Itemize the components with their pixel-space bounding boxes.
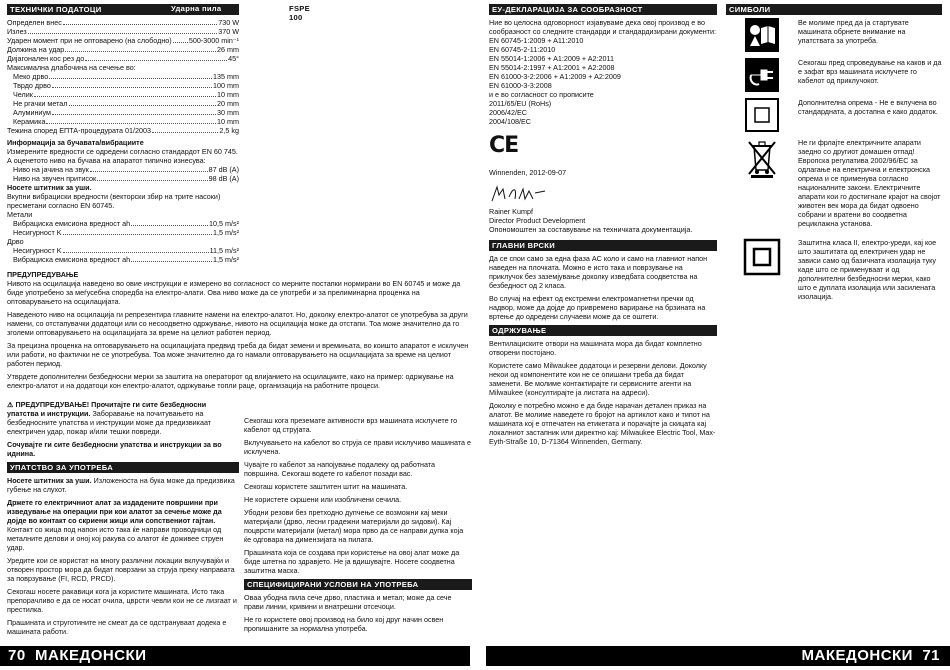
spec-row <box>13 99 239 108</box>
weight-row <box>7 126 239 135</box>
dot-leader <box>65 45 216 52</box>
spec-value: 10,5 m/s² <box>209 219 239 228</box>
spec-label: Меко дрво <box>13 72 49 81</box>
noise-intro-2: А оценетото ниво на бучава на апаратот типично изнесува: <box>7 156 206 165</box>
vibration-intro: Вкупни вибрациски вредности (векторски збир на трите насоки) пресметани согласно EN 60745. <box>7 192 221 210</box>
paragraph: Оваа убодна пила сече дрво, пластика и метал; може да сече прави линии, кривини и внатрешни отсечоци. <box>244 593 452 611</box>
spec-label: Ниво на звучен притисок <box>13 174 97 183</box>
spec-row <box>7 54 239 63</box>
wood-vibration-list <box>7 246 239 264</box>
metal-title: Метали <box>7 210 33 219</box>
symbol-text: Дополнителна опрема - Не е вклучена во стандардната, а достапна е како додаток. <box>798 98 938 116</box>
depth-title: Максимална длабочина на сечење во: <box>7 63 136 72</box>
eu-line: 2011/65/EU (RoHs) <box>489 99 552 108</box>
spec-value: 30 mm <box>217 108 239 117</box>
spec-value: 10 mm <box>217 117 239 126</box>
spec-value: 20 mm <box>217 99 239 108</box>
metal-vibration-list <box>7 219 239 237</box>
right-column-2 <box>726 4 942 307</box>
spec-row <box>13 219 239 228</box>
ce-mark: CE <box>489 133 519 158</box>
eu-line: и е во согласност со прописите <box>489 90 594 99</box>
usage-grip: Држете го електричниот алат за издадените површини при изведување на операции при кои алатот за сечење може да дојде во контакт со скриени жици или сопствениот гајтан. Контакт со жица под напон исто така ќе направи проводници од металните делови и оној кој ракува со алатот ќе доживее струен удар. <box>7 498 224 552</box>
safety-keep-note: Сочувајте ги сите безбедносни упатства и инструкции за во иднина. <box>7 440 222 458</box>
signer-note: Опономоштен за составување на техничката документација. <box>489 224 693 234</box>
paragraph: Наведеното ниво на осцилација ги репрезентира главните намени на електро-алатот. Но, доколку електро-алатот се употребува за други намени, со отстапувачки додатоци или со несоодветно одржување, нивото на осцилација може да отстапи. Тоа може значително да го зголеми оптоварувањето на осцилацијата за време на целиот работен период. <box>7 310 468 337</box>
spec-label: Несигурност K <box>13 228 62 237</box>
paragraph: Вентилациските отвори на машината мора да бидат комплетно отворени постојано. <box>489 338 702 357</box>
eu-line: EN 61000-3-3:2008 <box>489 81 552 90</box>
spec-list <box>7 18 239 63</box>
paragraph: Убодни резови без претходно дупчење се возможни кај меки материјали (дрво, лесни градежни материјали до ѕидови). Кај поцврсти материјали (метал) мора прво да се направи дупка која ќе одговара на димензијата на пилата. <box>244 508 464 544</box>
spec-value: 1,5 m/s² <box>213 228 239 237</box>
spec-value: 1,5 m/s² <box>213 255 239 264</box>
spec-row <box>13 255 239 264</box>
paragraph: Да се спои само за една фаза AC коло и само на главниот напон наведен на плочката. Можно е исто така и поврзување на приклучок без заземјување доколку изведбата соодветства на безбедност од 2 класа. <box>489 253 708 290</box>
spec-value: 500-3000 min⁻¹ <box>188 36 239 45</box>
mains-paragraphs <box>489 254 717 321</box>
operation-paragraphs <box>244 416 472 575</box>
dot-leader <box>63 246 209 253</box>
symbol-text: Ве молиме пред да ја стартувате машината обрнете внимание на упатствата за употреба. <box>798 18 909 45</box>
spec-label: Определен внес <box>7 18 62 27</box>
spec-value: 730 W <box>218 18 239 27</box>
paragraph: Секогаш кога презeмате активности врз машината исклучете го кабелот од струјата. <box>244 416 458 434</box>
product-type: Ударна пила <box>171 4 222 13</box>
symbol-row <box>726 98 942 132</box>
signer-title: Director Product Development <box>489 215 586 225</box>
tech-data-title: ТЕХНИЧКИ ПОДАТОЦИ <box>10 5 102 14</box>
dot-leader <box>152 126 218 133</box>
spec-label: Должина на удар <box>7 45 65 54</box>
unplug-icon <box>726 58 798 92</box>
spec-value: 11,5 m/s² <box>209 246 239 255</box>
symbol-row <box>726 18 942 52</box>
noise-title: Информација за бучавата/вибрациите <box>7 138 144 147</box>
spec-row <box>7 27 239 36</box>
special-conditions-paragraphs <box>244 593 472 633</box>
symbol-row <box>726 58 942 92</box>
paragraph: Не користете скршени или изобличени сечила. <box>244 495 402 504</box>
paragraph: Секогаш користете заштитен штит на машината. <box>244 482 408 491</box>
symbol-row <box>726 238 942 301</box>
paragraph: Утврдете дополнителни безбедносни мерки за заштита на операторот од влијанието на осцилациите, како на пример: одржување на електро-алатот и на додатоци кон електро-алатот, одржување топли раце, организација на работните процеси. <box>7 372 454 390</box>
paragraph: Чувајте го кабелот за напојување подалеку од работната површина. Секогаш водете го кабелот позади вас. <box>244 460 435 478</box>
weee-bin-icon <box>726 138 798 178</box>
eu-declaration-lines <box>489 18 717 126</box>
spec-row <box>7 36 239 45</box>
spec-row <box>13 228 239 237</box>
eu-line: EN 60745-1:2009 + A11:2010 <box>489 36 584 45</box>
spec-value: 10 mm <box>217 90 239 99</box>
paragraph: Не го користете овој производ на било кој друг начин освен пропишаните за нормална употреба. <box>244 615 444 633</box>
eu-line: EN 55014-2:1997 + A1:2001 + A2:2008 <box>489 63 615 72</box>
spec-label: Вибрациска емисиона вредност ah <box>13 255 131 264</box>
accessory-icon <box>726 98 798 132</box>
noise-list <box>7 165 239 183</box>
paragraph: За прецизна проценка на оптоварувањето на осцилацијата предвид треба да бидат земени и времињата, во коишто апаратот е исклучен или работи, но фактички не се употребува. Тоа може значително да го намали оптоварувањето на осцилацијата за време на целиот работен период. <box>7 341 469 368</box>
signer-name: Rainer Kumpf <box>489 206 533 216</box>
maintenance-header: ОДРЖУВАЊЕ <box>489 325 717 336</box>
signature <box>489 183 549 205</box>
dot-leader <box>46 117 216 124</box>
spec-row <box>7 18 239 27</box>
dot-leader <box>52 81 212 88</box>
symbol-row <box>726 138 942 228</box>
paragraph: Прашината која се создава при користење на овој алат може да биде штетна по здравјето. Не ја вдишувајте. Носете соодветна заштитна маска. <box>244 548 460 575</box>
paragraph: Прашината и струготините не смеат да се одстрануваат додека е машината работи. <box>7 618 227 636</box>
eu-line: Ние во целосна одговорност изјавуваме дека овој производ е во сообразност со следните стандарди и стандардизирани документи: <box>489 18 716 36</box>
spec-row <box>13 72 239 81</box>
right-footer <box>486 646 950 666</box>
warning-triangle-icon: ⚠ <box>7 400 16 409</box>
paragraph: Користете само Milwaukee додатоци и резервни делови. Доколку некои од компонентите кои не се опишани треба да бидат заменети. Ве молиме контактирајте ги сервисните агенти на Milwaukee (консултирајте ја листата на адреси). <box>489 360 707 397</box>
dot-leader <box>97 174 207 181</box>
dot-leader <box>34 90 216 97</box>
spec-label: Керамика <box>13 117 46 126</box>
spec-label: Несигурност K <box>13 246 62 255</box>
spec-label: Алуминиум <box>13 108 51 117</box>
spec-value: 98 dB (A) <box>208 174 239 183</box>
spec-value: 45° <box>228 54 239 63</box>
spec-row <box>13 90 239 99</box>
dot-leader <box>63 228 212 235</box>
spec-label: Тврдо дрво <box>13 81 51 90</box>
model-number: FSPE 100 <box>289 4 311 22</box>
eu-line: EN 61000-3-2:2006 + A1:2009 + A2:2009 <box>489 72 621 81</box>
maintenance-paragraphs <box>489 339 717 446</box>
spec-row <box>13 81 239 90</box>
paragraph: Во случај на ефект од екстремни електромагнетни пречки од надвор, може да дојде до привремено варирање на брзината на вртење до одредени случаеви може да се оштети. <box>489 293 706 321</box>
spec-row <box>13 246 239 255</box>
symbol-text: Секогаш пред спроведување на каков и да е зафат врз машината исклучете го кабелот од приклучокот. <box>798 58 942 85</box>
eu-line: EN 60745-2-11:2010 <box>489 45 556 54</box>
spec-label: Челик <box>13 90 33 99</box>
dot-leader <box>69 99 217 106</box>
symbols-header: СИМБОЛИ <box>726 4 942 15</box>
dot-leader <box>131 255 212 262</box>
paragraph: Доколку е потребно можно е да биде нарачан детален приказ на алатот. Ве молиме наведете го бројот на артиклот како и типот на машината кој е отпечатен на етикетата и порачајте ја скицата кај локалниот застапник или директно кај: Milwaukee Electric Tool, Max-Eyth-Straße 10, D-71364 Winnenden, Germany. <box>489 400 716 446</box>
page-number-right: 71 <box>922 647 940 664</box>
spec-row <box>13 174 239 183</box>
eu-line: EN 55014-1:2006 + A1:2009 + A2:2011 <box>489 54 614 63</box>
spec-value: 2,5 kg <box>219 126 239 135</box>
spec-row <box>13 117 239 126</box>
special-conditions-header: СПЕЦИФИЦИРАНИ УСЛОВИ НА УПОТРЕБА <box>244 579 472 590</box>
left-column-2 <box>244 416 472 637</box>
depth-list <box>7 72 239 126</box>
paragraph: Вклучувањето на кабелот во струја се прави исклучиво машината е исклучена. <box>244 438 472 456</box>
warning-paragraphs <box>7 279 469 390</box>
spec-row <box>7 126 239 135</box>
dot-leader <box>173 36 188 43</box>
symbols-list <box>726 18 942 301</box>
dot-leader <box>52 108 216 115</box>
symbol-text: Заштитна класа II, електро-уреди, кај кое што заштитата од електричен удар не зависи само од базичната изолација туку каде што се применуваат и од дополнителни безбедносни мерки, како што е дуплата изолација или засилената изолација. <box>798 238 937 301</box>
paragraph: Нивото на осцилација наведено во овие инструкции е измерено во согласност со мерните постапки нормирани во EN 60745 и може да биде употребено за меѓусебна споредба на електро-алати. Ова ниво може да се употреби и за прелиминарна проценка на оптоварувањето на осцилацијата. <box>7 279 461 306</box>
warning-title: ПРЕДУПРЕДУВАЊЕ <box>7 270 79 279</box>
language-right: МАКЕДОНСКИ <box>801 647 913 664</box>
page-number-left: 70 <box>8 647 26 664</box>
dot-leader <box>63 18 217 25</box>
spec-label: Вибрациска емисиона вредност ah <box>13 219 131 228</box>
dot-leader <box>131 219 208 226</box>
spec-value: 87 dB (A) <box>208 165 239 174</box>
spec-label: Ударен момент при не оптоварено (на слободно) <box>7 36 172 45</box>
mains-header: ГЛАВНИ ВРСКИ <box>489 240 717 251</box>
usage-ear: Носете штитник за уши. Изложеноста на бука може да предизвика губење на слухот. <box>7 476 235 494</box>
language-left: МАКЕДОНСКИ <box>35 647 147 664</box>
place-date: Winnenden, 2012-09-07 <box>489 167 567 177</box>
spec-value: 100 mm <box>213 81 239 90</box>
spec-label: Дијагонален кос рез до <box>7 54 85 63</box>
spec-row <box>13 108 239 117</box>
class-ii-icon <box>726 238 798 276</box>
right-column-1 <box>489 4 717 450</box>
ear-protection-title: Носете штитник за уши. <box>7 183 92 192</box>
wood-title: Дрво <box>7 237 24 246</box>
noise-intro: Измерените вредности се одредени согласно стандардот EN 60 745. <box>7 147 238 156</box>
spec-label: Излез <box>7 27 27 36</box>
dot-leader <box>49 72 212 79</box>
dot-leader <box>90 165 208 172</box>
dot-leader <box>28 27 218 34</box>
eu-line: 2004/108/EC <box>489 117 531 126</box>
dot-leader <box>85 54 227 61</box>
paragraph: Секогаш носете ракавици кога ја користите машината. Исто така препорачливо е да се носат очила, цврсти чевли кои не се лизгаат и престилка. <box>7 587 237 614</box>
safety-warning: ⚠ ПРЕДУПРЕДУВАЊЕ! Прочитајте ги сите безбедносни упатства и инструкции. Заборавање на почитувањето на безбедносните упатства и инструкции може да предизвикаат електричен удар, пожар и/или тешки повреди. <box>7 400 212 436</box>
eu-declaration-header: ЕУ-ДЕКЛАРАЦИЈА ЗА СООБРАЗНОСТ <box>489 4 717 15</box>
tech-data-header <box>7 4 311 22</box>
symbol-text: Не ги фрлајте електричните апарати заедно со другиот домашен отпад! Европска регулатива 2002/96/ЕС за одлагање на електрична и електронска опрема и се применува согласно националните закони. Електричните апарати кои го достигнале крајот на својот животен век мора да бидат одвоено собрани и вратени во соодветна рециклажна установа. <box>798 138 941 228</box>
spec-label: Тежина според ЕПТА-процедурата 01/2003 <box>7 126 151 135</box>
usage-header: УПАТСТВО ЗА УПОТРЕБА <box>7 462 239 473</box>
left-footer <box>0 646 470 666</box>
spec-value: 135 mm <box>213 72 239 81</box>
read-manual-icon <box>726 18 798 52</box>
spec-value: 370 W <box>218 27 239 36</box>
spec-row <box>13 165 239 174</box>
spec-value: 26 mm <box>217 45 239 54</box>
eu-line: 2006/42/EC <box>489 108 527 117</box>
usage-paragraphs <box>7 556 239 636</box>
spec-row <box>7 45 239 54</box>
spec-label: Не ргачки метал <box>13 99 68 108</box>
paragraph: Уредите кои се користат на многу различни локации вклучувајќи и отворен простор мора да бидат поврзани за струја преку направата за поврзување (FI, RCD, PRCD). <box>7 556 235 583</box>
spec-label: Ниво на јачина на звук <box>13 165 89 174</box>
